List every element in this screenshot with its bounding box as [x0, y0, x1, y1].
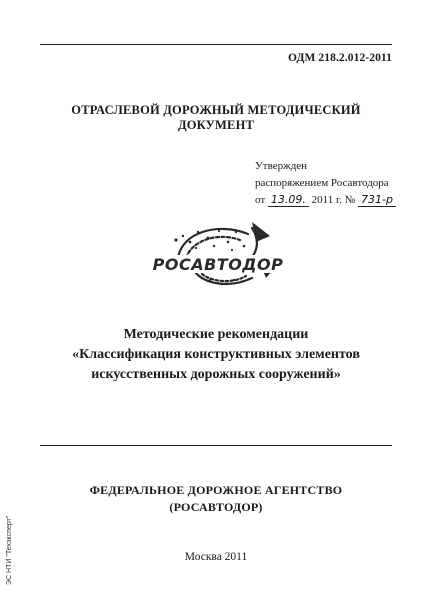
side-stamp: ЭС НТИ "Техэксперт"	[6, 515, 13, 585]
bottom-rule	[40, 445, 392, 446]
approval-handwritten-date: 13.09.	[268, 193, 309, 207]
document-type-heading: ОТРАСЛЕВОЙ ДОРОЖНЫЙ МЕТОДИЧЕСКИЙ ДОКУМЕНТ	[71, 103, 361, 132]
approval-year-text: 2011 г. №	[311, 194, 356, 206]
approval-line-order: распоряжением Росавтодора	[255, 177, 389, 189]
document-code: ОДМ 218.2.012-2011	[287, 52, 392, 64]
logo-wordmark: РОСАВТОДОР	[152, 255, 284, 274]
rosavtodor-logo-icon	[148, 218, 288, 296]
title-line-3: искусственных дорожных сооружений»	[91, 367, 341, 382]
title-line-1: Методические рекомендации	[123, 327, 309, 342]
approval-handwritten-number: 731-р	[358, 193, 396, 207]
approval-date-prefix: от	[255, 194, 266, 206]
city-year: Москва 2011	[184, 551, 248, 563]
approval-line-approved: Утвержден	[255, 160, 308, 172]
approval-block	[255, 158, 396, 209]
agency-name: ФЕДЕРАЛЬНОЕ ДОРОЖНОЕ АГЕНТСТВО	[89, 483, 343, 497]
agency-block	[40, 482, 392, 516]
top-rule	[40, 44, 392, 45]
agency-abbreviation: (РОСАВТОДОР)	[169, 500, 263, 514]
document-title	[40, 325, 392, 385]
approval-line-date	[255, 192, 396, 209]
title-line-2: «Классификация конструктивных элементов	[72, 347, 360, 362]
